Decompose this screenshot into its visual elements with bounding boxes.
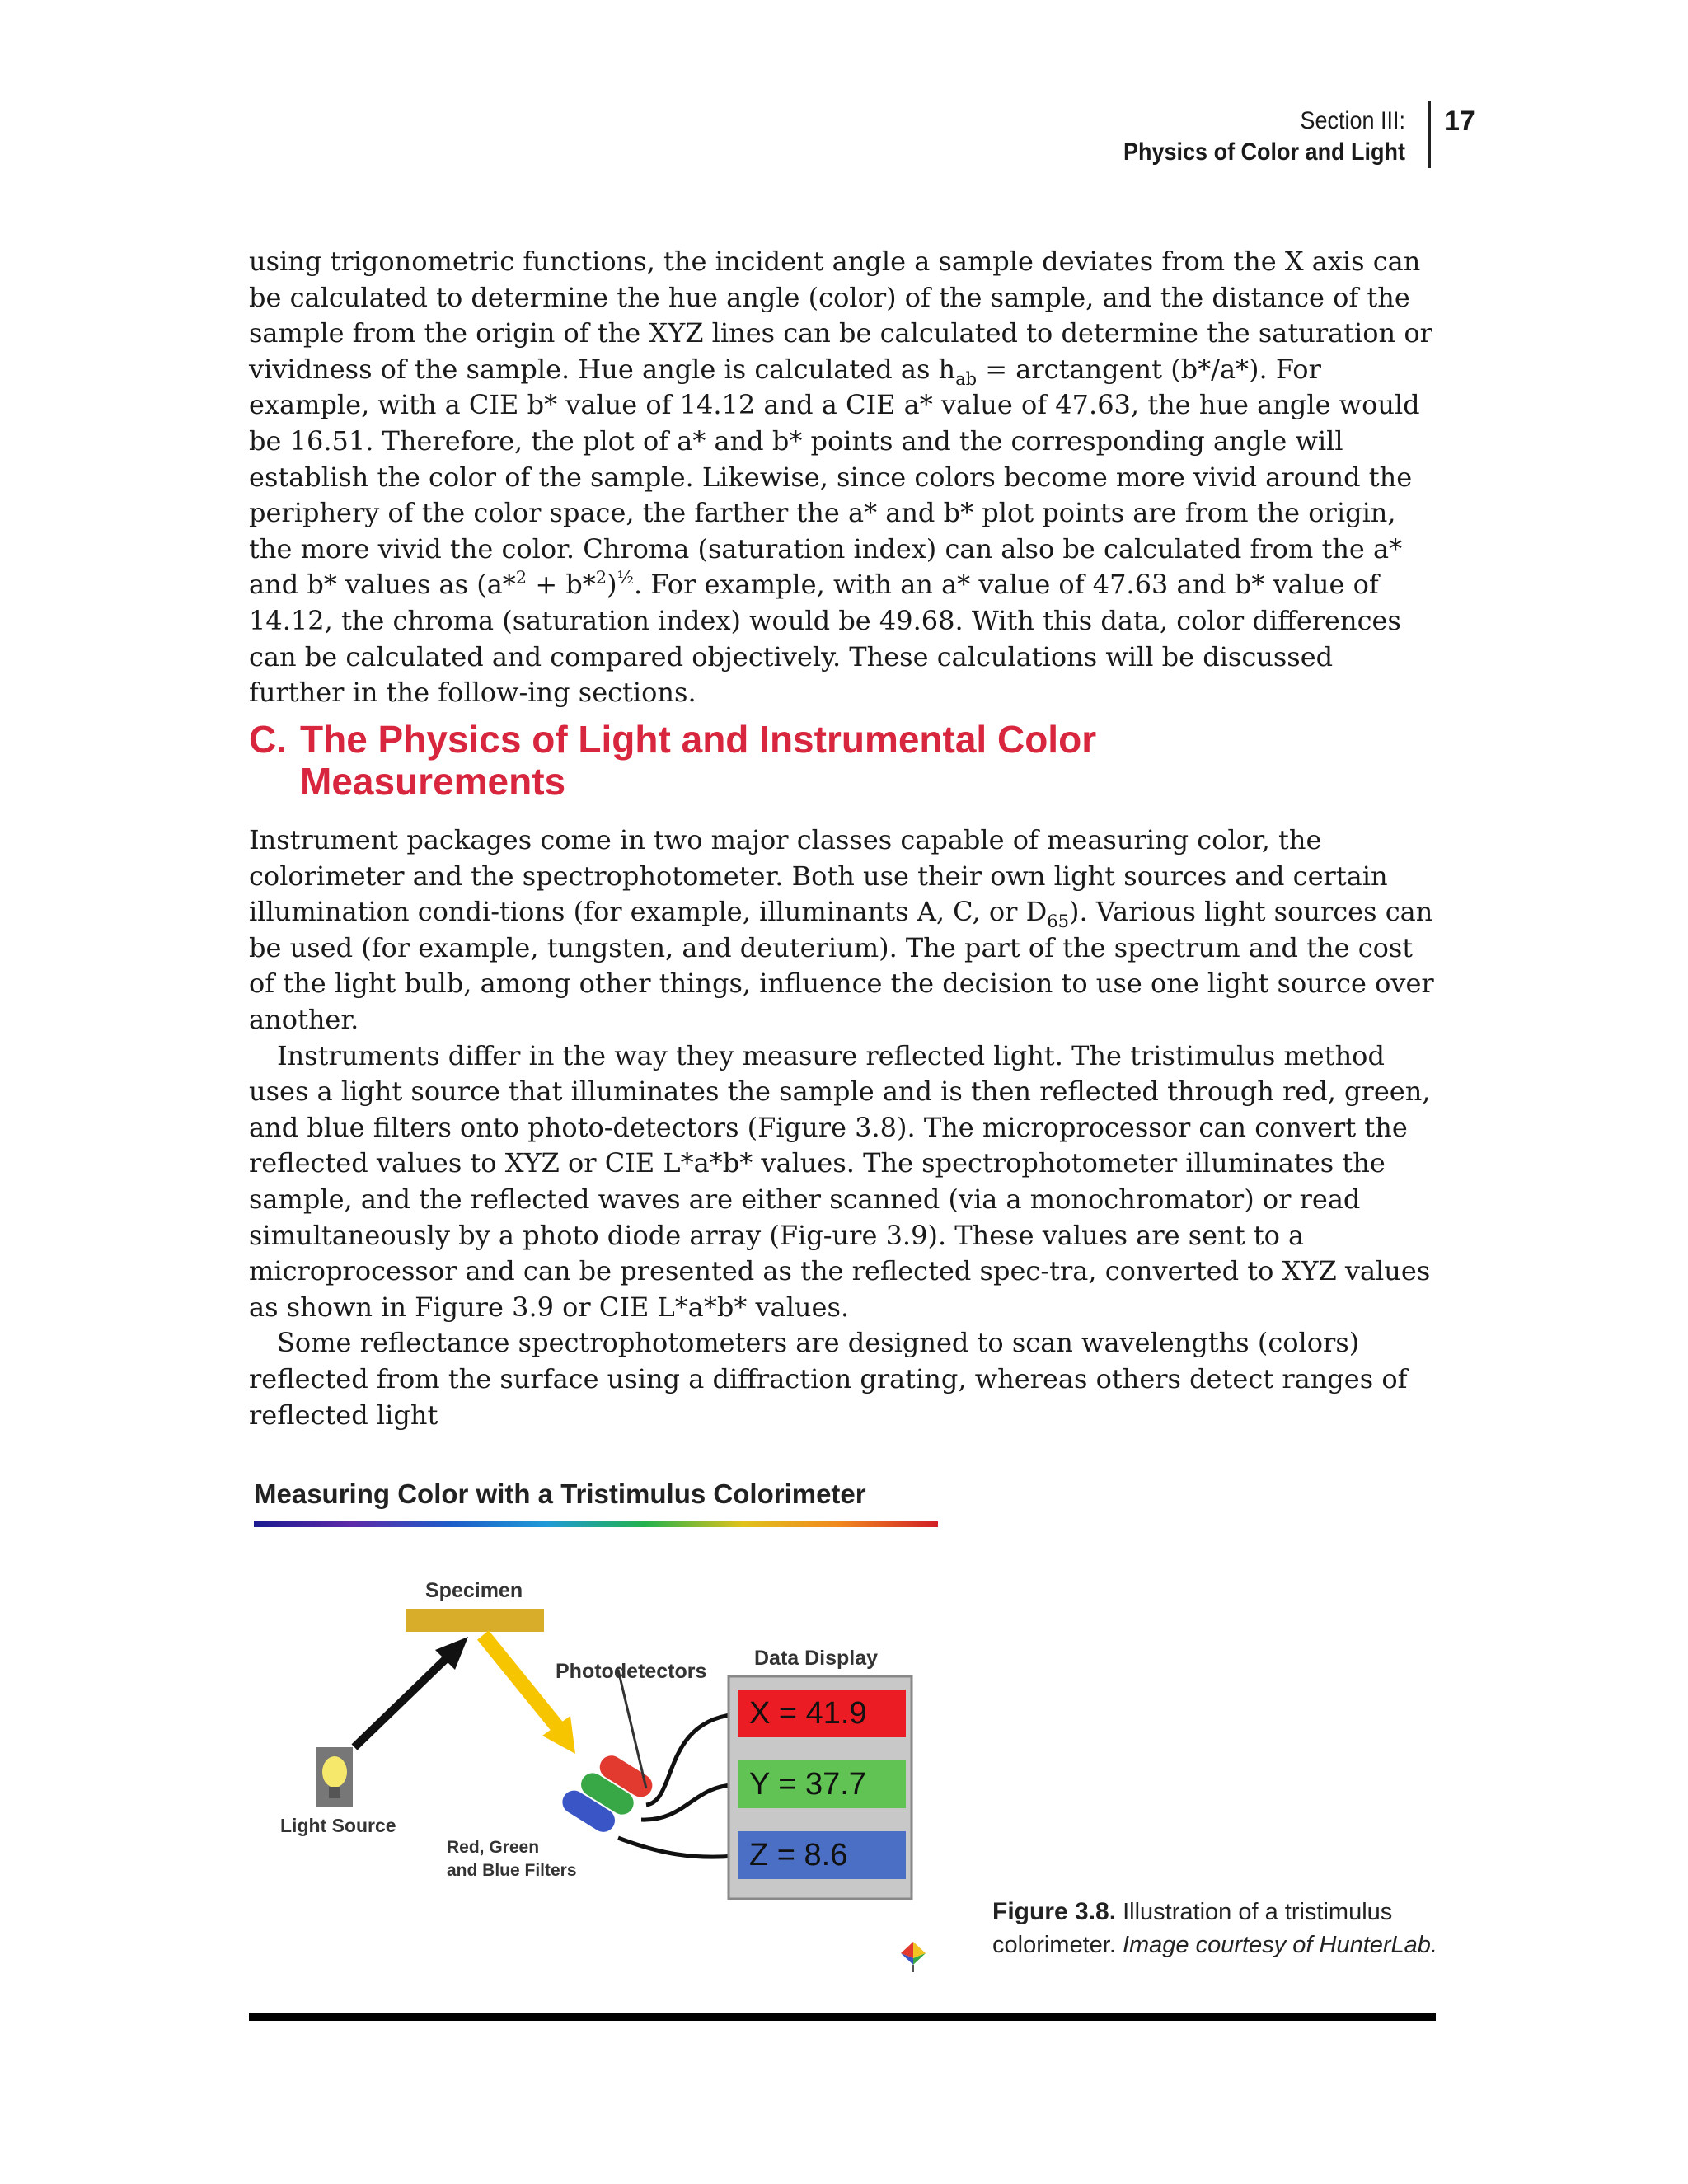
paragraph-hue-chroma	[249, 244, 1436, 711]
rgb-filters	[558, 1744, 657, 1843]
data-display-label: Data Display	[754, 1647, 879, 1670]
photodetectors-label: Photodetectors	[556, 1660, 707, 1683]
specimen-block	[406, 1609, 544, 1632]
running-head-section: Section III:	[1300, 107, 1405, 134]
spectrum-logo-icon	[899, 1940, 927, 1973]
page-number: 17	[1444, 105, 1475, 137]
filters-label	[447, 1836, 577, 1882]
body-paragraph-1	[249, 244, 1436, 711]
filters-label-line: and Blue Filters	[447, 1861, 577, 1880]
text-run: + b*	[527, 569, 596, 601]
text-run: Instrument packages come in two major classes capable of measuring color, the colorimeter and the spectrophotometer. Both use their own light sources and certain illumination condi-tions (for example, illuminants A, C, or D	[249, 824, 1388, 928]
paragraph-spectrophotometers: Some reflectance spectrophotometers are designed to scan wavelengths (colors) reflected from the surface using a diffraction grating, whereas others detect ranges of reflected light	[249, 1327, 1408, 1431]
superscript: 2	[595, 568, 607, 588]
readout-z: Z = 8.6	[738, 1831, 906, 1879]
subscript: ab	[955, 368, 978, 389]
section-title: The Physics of Light and Instrumental Color Measurements	[300, 718, 1097, 803]
section-heading	[249, 719, 1372, 803]
subscript: 65	[1047, 912, 1069, 932]
superscript: 2	[515, 568, 528, 588]
header-divider	[1428, 101, 1431, 168]
readout-x: X = 41.9	[738, 1690, 906, 1737]
figure-tristimulus-colorimeter	[249, 1475, 941, 1904]
paragraph-instrument-classes	[249, 823, 1436, 1038]
superscript: ½	[617, 568, 634, 588]
filters-label-line: Red, Green	[447, 1838, 540, 1857]
light-bulb-icon	[316, 1747, 353, 1807]
text-run: using trigonometric functions, the incident angle a sample deviates from the X axis can be calculated to determine the hue angle (color) of the sample, and the distance of the sample from the origin of the XYZ lines can be calculated to determine the saturation or vividness of the sample. Hue angle is calculated as h	[249, 246, 1432, 385]
light-source-label: Light Source	[280, 1815, 396, 1836]
figure-title: Measuring Color with a Tristimulus Colorimeter	[254, 1479, 866, 1509]
running-head-title: Physics of Color and Light	[1123, 138, 1405, 166]
section-letter: C.	[249, 718, 287, 761]
caption-text: Illustration of a tristimulus colorimeter.	[992, 1899, 1393, 1958]
running-head	[1123, 105, 1405, 168]
caption-credit: Image courtesy of HunterLab.	[1122, 1932, 1437, 1958]
text-run: = arctangent (b*/a*). For example, with a CIE b* value of 14.12 and a CIE a* value of 47.63, the hue angle would be 16.51. Therefore, the plot of a* and b* points and the corresponding angle will establish the color of the sample. Likewise, since colors become more vivid around the periphery of the color space, the farther the a* and b* plot points are from the origin, the more vivid the color. Chroma (saturation index) can also be calculated from the a* and b* values as (a*	[249, 353, 1420, 601]
text-run: ). Various light sources can be used (for example, tungsten, and deuterium). The part of the spectrum and the cost of the light bulb, among other things, influence the decision to use one light source over another.	[249, 896, 1434, 1035]
wire-z	[618, 1838, 735, 1857]
text-run: )	[607, 569, 617, 601]
figure-caption	[992, 1896, 1454, 1961]
reflected-light-beam	[483, 1635, 560, 1731]
body-paragraphs-2	[249, 823, 1436, 1433]
text-run: . For example, with an a* value of 47.63 and b* value of 14.12, the chroma (saturation index) would be 49.68. With this data, color differences can be calculated and compared objectively. These calculations will be discussed further in the follow-ing sections.	[249, 569, 1401, 709]
readout-y: Y = 37.7	[738, 1760, 906, 1808]
wire-x	[646, 1714, 735, 1805]
caption-label: Figure 3.8.	[992, 1898, 1117, 1925]
incident-light-arrow	[354, 1653, 452, 1747]
bottom-rule	[249, 2013, 1436, 2021]
specimen-label: Specimen	[425, 1579, 523, 1602]
paragraph-tristimulus-method: Instruments differ in the way they measure reflected light. The tristimulus method uses a light source that illuminates the sample and is then reflected through red, green, and blue filters onto photo-detectors (Figure 3.8). The microprocessor can convert the reflected values to XYZ or CIE L*a*b* values. The spectrophotometer illuminates the sample, and the reflected waves are either scanned (via a monochromator) or read simultaneously by a photo diode array (Fig-ure 3.9). These values are sent to a microprocessor and can be presented as the reflected spec-tra, converted to XYZ values as shown in Figure 3.9 or CIE L*a*b* values.	[249, 1039, 1431, 1323]
